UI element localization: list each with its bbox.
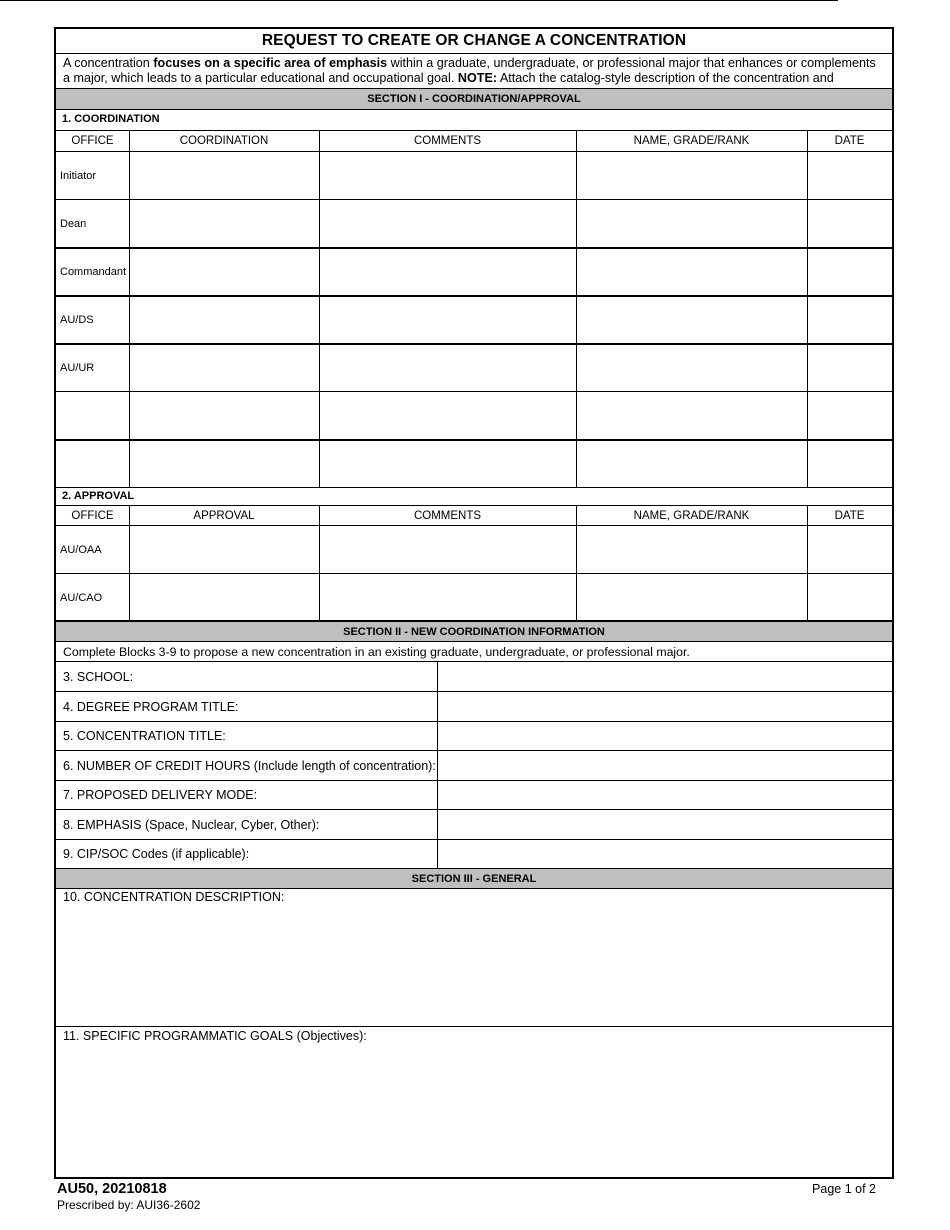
column-divider bbox=[129, 130, 130, 487]
col-header-approval: APPROVAL bbox=[193, 509, 255, 522]
cip-soc-codes-label: 9. CIP/SOC Codes (if applicable): bbox=[63, 847, 250, 861]
page-number: Page 1 of 2 bbox=[812, 1182, 876, 1196]
row-divider bbox=[56, 573, 892, 574]
programmatic-goals-label: 11. SPECIFIC PROGRAMMATIC GOALS (Objectives): bbox=[63, 1028, 367, 1043]
degree-program-title-label: 4. DEGREE PROGRAM TITLE: bbox=[63, 699, 239, 714]
concentration-title-field[interactable] bbox=[438, 722, 892, 750]
row-divider bbox=[56, 295, 892, 297]
intro-emphasis: focuses on a specific area of emphasis bbox=[153, 56, 388, 70]
comments-field[interactable] bbox=[320, 152, 576, 199]
row-divider bbox=[56, 247, 892, 249]
col-header-office: OFFICE bbox=[71, 509, 114, 522]
school-field[interactable] bbox=[438, 662, 892, 691]
prescribed-by: Prescribed by: AUI36-2602 bbox=[57, 1198, 201, 1212]
concentration-title-label: 5. CONCENTRATION TITLE: bbox=[63, 729, 226, 743]
note-text: Attach the catalog-style description of the concentration and bbox=[499, 71, 834, 85]
top-rule bbox=[0, 0, 838, 1]
divider bbox=[56, 109, 892, 110]
coordination-field[interactable] bbox=[130, 152, 319, 199]
row-divider bbox=[56, 199, 892, 200]
office-au-ur: AU/UR bbox=[60, 361, 95, 374]
col-header-coordination: COORDINATION bbox=[179, 135, 269, 147]
column-divider bbox=[319, 130, 320, 487]
credit-hours-label: 6. NUMBER OF CREDIT HOURS (Include length of concentration): bbox=[63, 758, 436, 773]
column-divider bbox=[576, 130, 577, 487]
row-divider bbox=[56, 439, 892, 441]
office-commandant: Commandant bbox=[60, 265, 127, 278]
concentration-request-form bbox=[54, 27, 894, 1179]
intro-text: A concentration bbox=[63, 56, 154, 70]
section-3-header: SECTION III - GENERAL bbox=[56, 869, 892, 888]
form-title: REQUEST TO CREATE OR CHANGE A CONCENTRATION bbox=[261, 32, 687, 49]
section-2-instructions: Complete Blocks 3-9 to propose a new concentration in an existing graduate, undergraduate, or professional major. bbox=[63, 644, 690, 659]
approval-label: 2. APPROVAL bbox=[62, 490, 135, 502]
comments-field[interactable] bbox=[320, 526, 576, 573]
concentration-description-field[interactable] bbox=[56, 906, 892, 1025]
credit-hours-field[interactable] bbox=[438, 751, 892, 780]
col-header-name-grade-rank: NAME, GRADE/RANK bbox=[633, 509, 750, 522]
cip-soc-codes-field[interactable] bbox=[438, 840, 892, 868]
section-2-header: SECTION II - NEW COORDINATION INFORMATION bbox=[56, 622, 892, 641]
delivery-mode-field[interactable] bbox=[438, 781, 892, 809]
divider bbox=[56, 53, 892, 54]
approval-field[interactable] bbox=[130, 526, 319, 573]
column-divider bbox=[319, 505, 320, 621]
office-au-ds: AU/DS bbox=[60, 313, 94, 326]
col-header-date: DATE bbox=[834, 135, 865, 147]
emphasis-label: 8. EMPHASIS (Space, Nuclear, Cyber, Other): bbox=[63, 817, 320, 832]
emphasis-field[interactable] bbox=[438, 810, 892, 839]
column-divider bbox=[807, 505, 808, 621]
col-header-date: DATE bbox=[834, 509, 865, 522]
coordination-label: 1. COORDINATION bbox=[62, 113, 160, 125]
office-au-cao: AU/CAO bbox=[60, 591, 103, 604]
date-field[interactable] bbox=[808, 526, 892, 573]
delivery-mode-label: 7. PROPOSED DELIVERY MODE: bbox=[63, 788, 258, 802]
section-1-header: SECTION I - COORDINATION/APPROVAL bbox=[56, 89, 892, 109]
form-footer bbox=[57, 1181, 200, 1212]
name-grade-rank-field[interactable] bbox=[577, 526, 807, 573]
name-grade-rank-field[interactable] bbox=[577, 152, 807, 199]
degree-program-title-field[interactable] bbox=[438, 692, 892, 721]
col-header-name-grade-rank: NAME, GRADE/RANK bbox=[633, 135, 750, 147]
concentration-description-label: 10. CONCENTRATION DESCRIPTION: bbox=[63, 889, 285, 904]
programmatic-goals-field[interactable] bbox=[56, 1045, 892, 1175]
row-divider bbox=[56, 343, 892, 345]
divider bbox=[56, 487, 892, 488]
column-divider bbox=[576, 505, 577, 621]
col-header-comments: COMMENTS bbox=[413, 509, 482, 522]
school-label: 3. SCHOOL: bbox=[63, 669, 134, 684]
column-divider bbox=[807, 130, 808, 487]
row-divider bbox=[56, 391, 892, 392]
column-divider bbox=[129, 505, 130, 621]
date-field[interactable] bbox=[808, 152, 892, 199]
office-initiator: Initiator bbox=[60, 169, 97, 182]
note-label: NOTE: bbox=[457, 71, 498, 85]
col-header-office: OFFICE bbox=[71, 135, 114, 147]
form-code: AU50, 20210818 bbox=[57, 1181, 167, 1197]
col-header-comments: COMMENTS bbox=[413, 135, 482, 147]
office-dean: Dean bbox=[60, 217, 87, 230]
office-au-oaa: AU/OAA bbox=[60, 543, 102, 556]
intro-text: within a graduate, undergraduate, or professional major that enhances or complements a major, which leads to a particular educational and occupational goal. bbox=[63, 56, 876, 85]
